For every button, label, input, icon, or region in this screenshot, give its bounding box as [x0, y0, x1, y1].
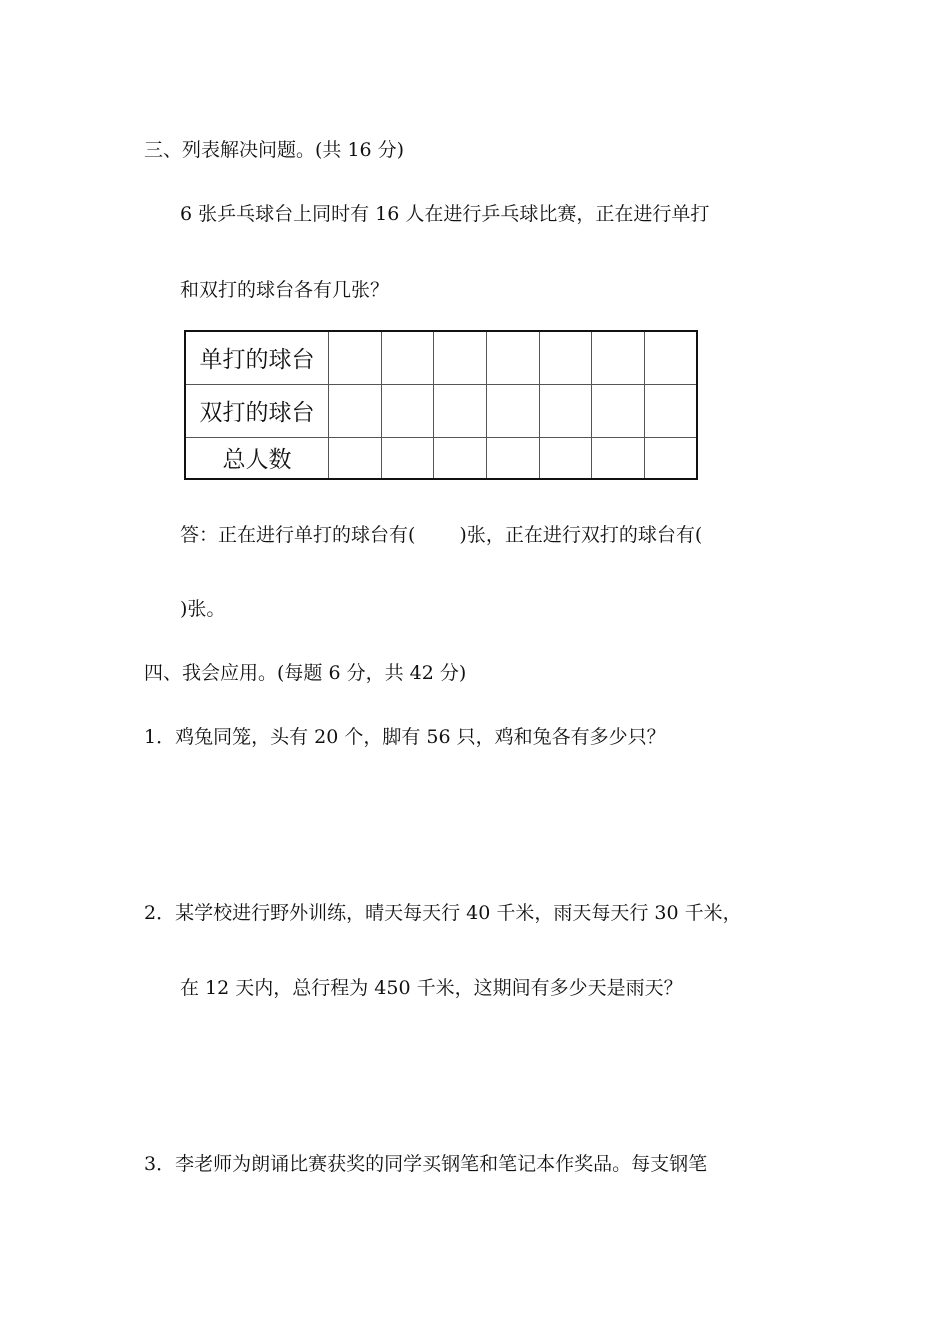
blank-cell[interactable]: [539, 331, 592, 384]
question-1: 1．鸡兔同笼，头有 20 个，脚有 56 只，鸡和兔各有多少只？: [144, 726, 666, 748]
blank-cell[interactable]: [381, 437, 434, 479]
question-3-line-1: 3．李老师为朗诵比赛获奖的同学买钢笔和笔记本作奖品。每支钢笔: [144, 1153, 708, 1175]
blank-cell[interactable]: [539, 384, 592, 437]
blank-cell[interactable]: [644, 331, 697, 384]
table-row: [185, 331, 697, 384]
answer-line-2: )张。: [180, 598, 226, 620]
blank-cell[interactable]: [592, 331, 645, 384]
problem-text-line-1: 6 张乒乓球台上同时有 16 人在进行乒乓球比赛，正在进行单打: [180, 203, 710, 225]
blank-cell[interactable]: [644, 384, 697, 437]
blank-cell[interactable]: [486, 384, 539, 437]
row-label-total: 总人数: [185, 437, 329, 479]
answer-text-part-2: )张，正在进行双打的球台有(: [459, 524, 703, 546]
blank-cell[interactable]: [381, 331, 434, 384]
blank-cell[interactable]: [329, 437, 382, 479]
blank-cell[interactable]: [486, 437, 539, 479]
blank-cell[interactable]: [381, 384, 434, 437]
answer-text-part-1: 答：正在进行单打的球台有(: [180, 524, 416, 546]
answer-grid: [184, 330, 698, 480]
section-3-heading: 三、列表解决问题。(共 16 分): [144, 139, 405, 161]
table-row: [185, 384, 697, 437]
blank-cell[interactable]: [329, 384, 382, 437]
blank-cell[interactable]: [592, 384, 645, 437]
blank-cell[interactable]: [539, 437, 592, 479]
blank-cell[interactable]: [434, 331, 487, 384]
blank-cell[interactable]: [486, 331, 539, 384]
row-label-double: 双打的球台: [185, 384, 329, 437]
answer-table: [184, 330, 698, 478]
blank-cell[interactable]: [434, 437, 487, 479]
question-2-line-1: 2．某学校进行野外训练，晴天每天行 40 千米，雨天每天行 30 千米，: [144, 902, 742, 924]
blank-cell[interactable]: [329, 331, 382, 384]
blank-cell[interactable]: [592, 437, 645, 479]
blank-cell[interactable]: [434, 384, 487, 437]
question-2-line-2: 在 12 天内，总行程为 450 千米，这期间有多少天是雨天？: [180, 977, 683, 999]
section-4-heading: 四、我会应用。(每题 6 分，共 42 分): [144, 662, 467, 684]
table-row: [185, 437, 697, 479]
blank-cell[interactable]: [644, 437, 697, 479]
problem-text-line-2: 和双打的球台各有几张？: [180, 279, 390, 301]
answer-line-1: [180, 523, 702, 547]
row-label-single: 单打的球台: [185, 331, 329, 384]
